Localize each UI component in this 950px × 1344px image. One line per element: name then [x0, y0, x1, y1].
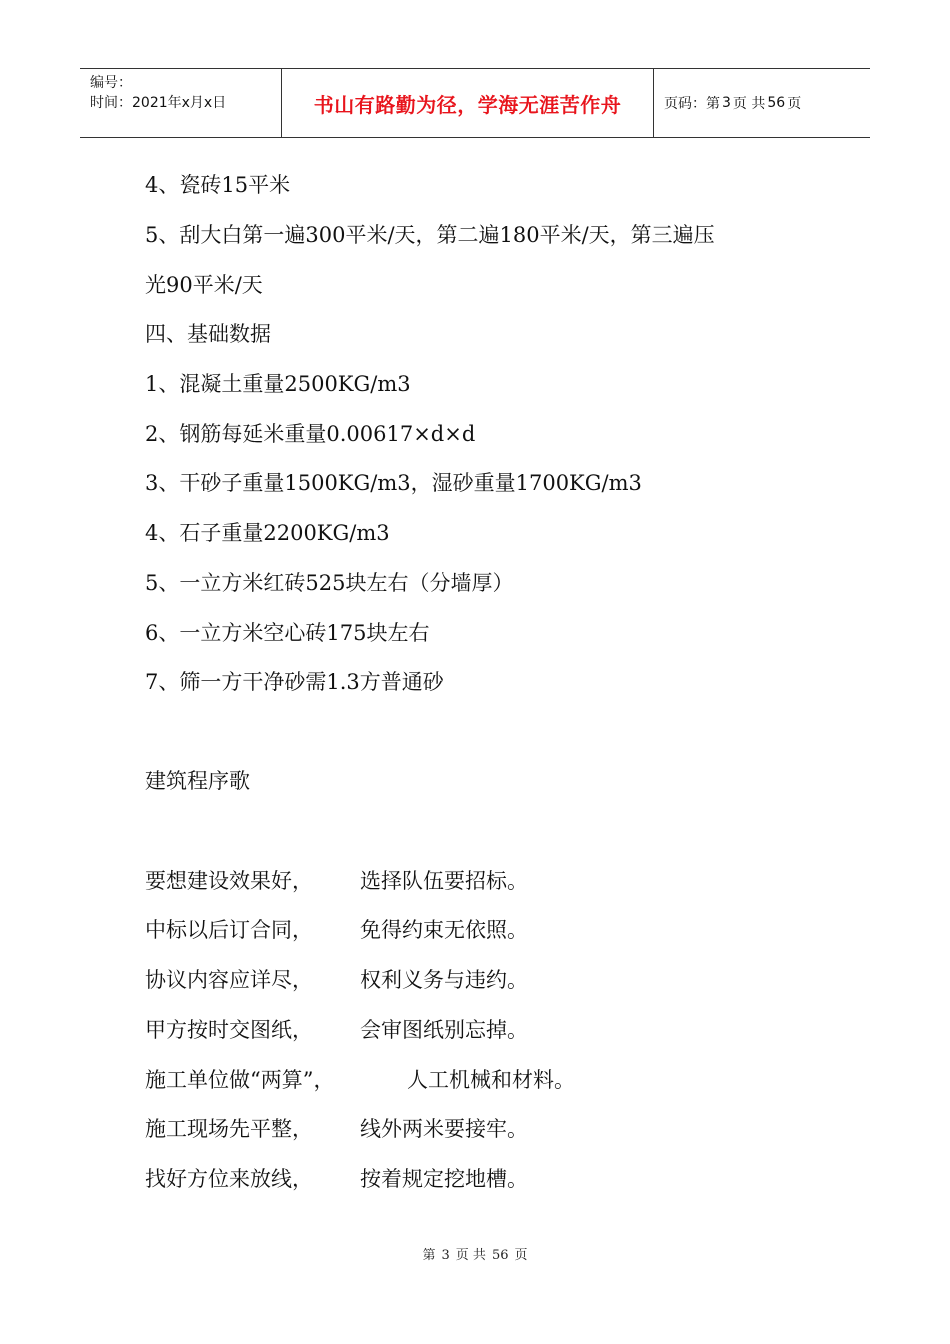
verse-first-half: 要想建设效果好， [145, 869, 313, 893]
body-line: 5、刮大白第一遍300平米/天，第二遍180平米/天，第三遍压 [145, 223, 715, 247]
verse-second-half: 线外两米要接牢。 [360, 1117, 528, 1141]
poem-verse [145, 866, 528, 896]
body-line: 5、一立方米红砖525块左右（分墙厚） [145, 571, 514, 595]
poem-verse [145, 1164, 528, 1194]
poem-verse [145, 965, 528, 995]
document-number-label: 编号： [90, 75, 132, 91]
page-mid: 页 共 [732, 96, 766, 112]
verse-second-half: 免得约束无依照。 [360, 918, 528, 942]
body-line: 4、瓷砖15平米 [145, 173, 291, 197]
verse-first-half: 甲方按时交图纸， [145, 1018, 313, 1042]
body-line: 2、钢筋每延米重量0.00617×d×d [145, 422, 476, 446]
poem-title: 建筑程序歌 [145, 769, 250, 793]
body-line: 3、干砂子重量1500KG/m3，湿砂重量1700KG/m3 [145, 471, 642, 495]
verse-second-half: 人工机械和材料。 [407, 1068, 575, 1092]
verse-first-half: 施工单位做“两算”， [145, 1068, 335, 1092]
footer-suffix: 页 [514, 1248, 528, 1263]
page-header [80, 68, 870, 138]
poem-verse [145, 915, 528, 945]
page-total: 56 [767, 95, 786, 111]
verse-first-half: 施工现场先平整， [145, 1117, 313, 1141]
body-line: 1、混凝土重量2500KG/m3 [145, 372, 411, 396]
verse-second-half: 选择队伍要招标。 [360, 869, 528, 893]
verse-first-half: 中标以后订合同， [145, 918, 313, 942]
poem-verse [145, 1065, 575, 1095]
footer-current: 3 [441, 1248, 450, 1263]
body-line: 4、石子重量2200KG/m3 [145, 521, 390, 545]
page-suffix: 页 [787, 96, 802, 112]
footer-prefix: 第 [422, 1248, 436, 1263]
verse-second-half: 会审图纸别忘掉。 [360, 1018, 528, 1042]
body-line: 7、筛一方干净砂需1.3方普通砂 [145, 670, 444, 694]
document-time-label: 时间：2021年x月x日 [90, 95, 227, 111]
verse-second-half: 按着规定挖地槽。 [360, 1167, 528, 1191]
footer-mid: 页 共 [455, 1248, 486, 1263]
body-line: 6、一立方米空心砖175块左右 [145, 621, 430, 645]
verse-first-half: 协议内容应详尽， [145, 968, 313, 992]
header-page-info [654, 69, 870, 137]
verse-second-half: 权利义务与违约。 [360, 968, 528, 992]
footer-total: 56 [491, 1248, 509, 1263]
page-current: 3 [722, 95, 731, 111]
page-prefix: 页码：第 [664, 96, 720, 112]
body-line: 光90平米/天 [145, 273, 263, 297]
poem-verse [145, 1015, 528, 1045]
poem-verse [145, 1114, 528, 1144]
header-meta [80, 69, 282, 137]
page-footer [0, 1244, 950, 1263]
header-motto: 书山有路勤为径，学海无涯苦作舟 [282, 69, 654, 137]
verse-first-half: 找好方位来放线， [145, 1167, 313, 1191]
section-heading: 四、基础数据 [145, 322, 271, 346]
